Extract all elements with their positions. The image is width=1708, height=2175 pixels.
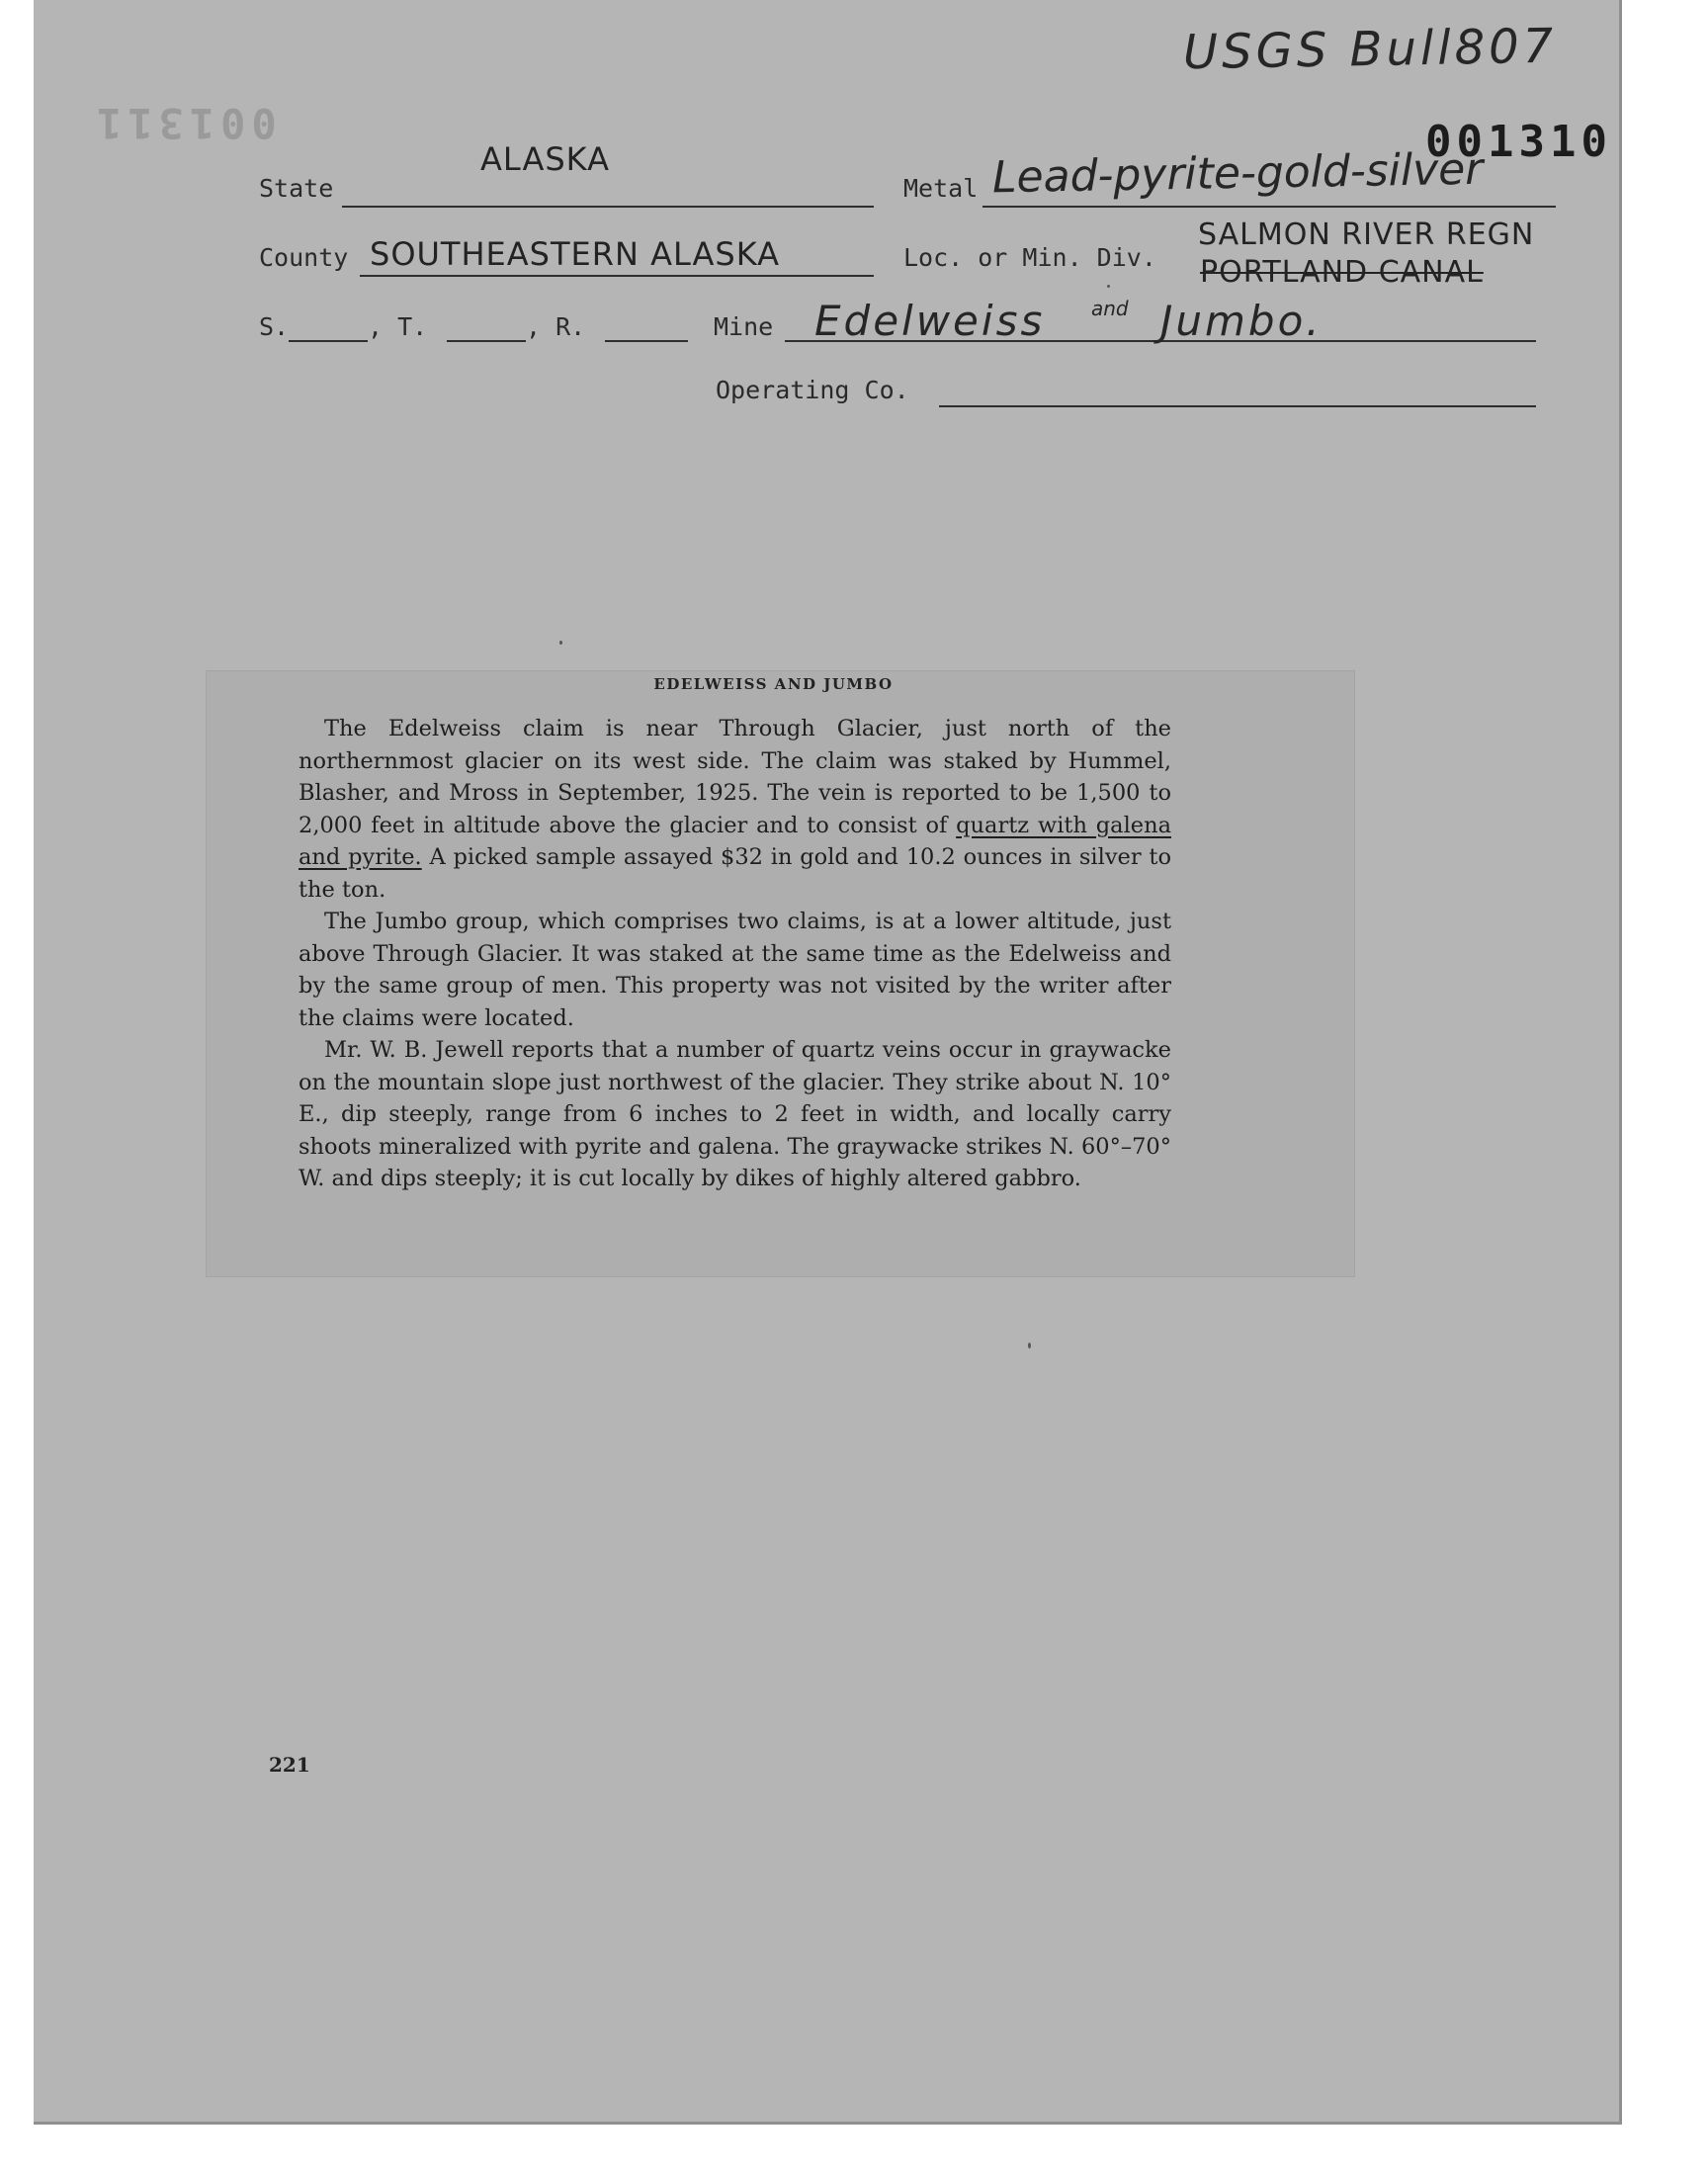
speck	[1028, 1343, 1031, 1348]
mine-and: and	[1091, 297, 1129, 320]
township-line	[447, 340, 526, 342]
range-line	[605, 340, 688, 342]
section-line	[289, 340, 368, 342]
state-label: State	[259, 174, 334, 203]
underlined-phrase: quartz with galena and pyrite.	[299, 812, 1171, 870]
mine-value: Edelweiss	[814, 297, 1046, 345]
range-label: , R.	[526, 312, 586, 341]
state-value: ALASKA	[480, 140, 610, 178]
paragraph-1-text: The Edelweiss claim is near Through Glacier, just north of the northernmost glacier on its west side. The claim was staked by Hummel, Blasher, and Mross in September, 1925. The vein is reported to be 1,500 to 2,000 feet in altitude above the glacier and to consist of	[299, 716, 1171, 838]
index-card	[34, 0, 1622, 2125]
speck	[559, 641, 562, 645]
speck	[1107, 285, 1110, 288]
county-label: County	[259, 243, 349, 272]
mine-value-2: Jumbo.	[1160, 297, 1323, 345]
metal-line	[982, 206, 1556, 208]
operating-co-label: Operating Co.	[716, 376, 909, 404]
paragraph-3: Mr. W. B. Jewell reports that a number of quartz veins occur in graywacke on the mountain slope just northwest of the glacier. They strike about N. 10° E., dip steeply, range from 6 inches to 2 feet in width, and locally carry shoots mineralized with pyrite and galena. The graywacke strikes N. 60°–70° W. and dips steeply; it is cut locally by dikes of highly altered gabbro.	[299, 1037, 1171, 1191]
page-number: 221	[269, 1753, 310, 1777]
record-number: 001310	[1425, 117, 1612, 167]
source-note: USGS Bull807	[1182, 18, 1558, 81]
county-value: SOUTHEASTERN ALASKA	[370, 235, 781, 273]
metal-label: Metal	[903, 174, 979, 203]
operating-co-line	[939, 405, 1536, 407]
paragraph-1	[299, 713, 1171, 906]
county-line	[360, 275, 874, 277]
loc-struck-value: PORTLAND CANAL	[1200, 255, 1484, 290]
loc-value: SALMON RIVER REGN	[1198, 218, 1535, 252]
section-label: S.	[259, 312, 290, 341]
paragraph-2: The Jumbo group, which comprises two claims, is at a lower altitude, just above Through Glacier. It was staked at the same time as the Edelweiss and by the same group of men. This property was not visited by the writer after the claims were located.	[299, 909, 1171, 1031]
mine-label: Mine	[714, 312, 774, 341]
metal-value: Lead-pyrite-gold-silver	[991, 143, 1484, 204]
clipping-body	[299, 713, 1171, 1195]
paragraph-1-text-end: A picked sample assayed $32 in gold and 10.2 ounces in silver to the ton.	[299, 844, 1171, 903]
loc-label: Loc. or Min. Div.	[903, 243, 1156, 272]
township-label: , T.	[368, 312, 428, 341]
faded-record-number: 001311	[91, 99, 277, 147]
clipping-title: EDELWEISS AND JUMBO	[653, 675, 894, 693]
state-line	[342, 206, 874, 208]
pasted-clipping	[206, 670, 1355, 1277]
